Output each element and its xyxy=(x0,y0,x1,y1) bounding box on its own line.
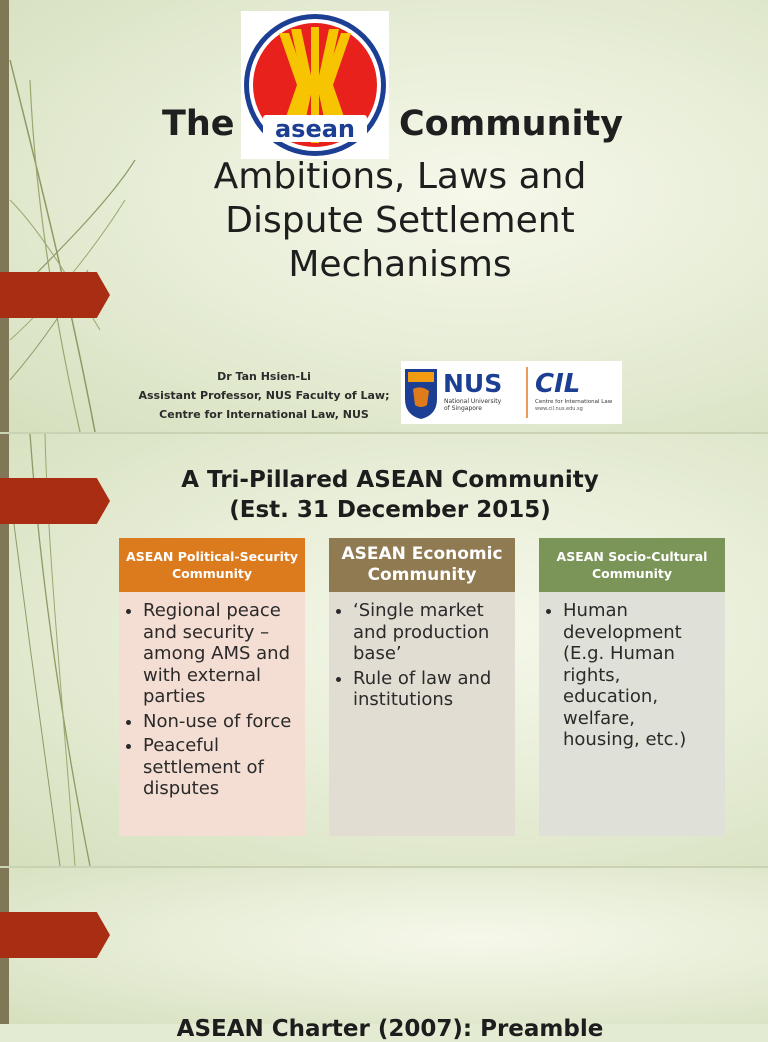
charter-slide xyxy=(0,868,768,1042)
subtitle-line: Dispute Settlement xyxy=(225,200,575,241)
pillars-slide xyxy=(0,434,768,866)
slide-title-line: (Est. 31 December 2015) xyxy=(229,497,551,523)
title-the: The xyxy=(162,104,235,144)
author-affiliation: Centre for International Law, NUS xyxy=(159,408,369,421)
nus-cil-logo xyxy=(401,361,622,424)
svg-text:www.cil.nus.edu.sg: www.cil.nus.edu.sg xyxy=(535,406,583,412)
pillar-heading: ASEAN Socio-Cultural Community xyxy=(539,538,725,592)
svg-text:National University: National University xyxy=(444,398,502,405)
pillar-card-socio-cultural xyxy=(539,538,725,836)
author-role: Assistant Professor, NUS Faculty of Law; xyxy=(138,389,390,402)
subtitle-line: Ambitions, Laws and xyxy=(213,156,587,197)
title-community: Community xyxy=(399,104,624,144)
pillar-item: • Regional peace and security – among AMS and with external parties xyxy=(143,600,297,708)
pillar-item: • Peaceful settlement of disputes xyxy=(143,735,297,800)
pillar-item: • Non-use of force xyxy=(143,711,297,733)
slide-title-line: A Tri-Pillared ASEAN Community xyxy=(181,467,599,493)
author-name: Dr Tan Hsien-Li xyxy=(217,370,311,383)
svg-text:of Singapore: of Singapore xyxy=(444,405,482,412)
pillar-card-economic xyxy=(329,538,515,836)
title-slide xyxy=(0,0,768,432)
author-block xyxy=(128,367,400,424)
pillar-heading: ASEAN Economic Community xyxy=(329,538,515,592)
pillar-item: • Human development (E.g. Human rights, education, welfare, housing, etc.) xyxy=(563,600,717,751)
pillar-body xyxy=(329,592,515,836)
arrow-marker xyxy=(0,912,110,958)
arrow-marker xyxy=(0,272,110,318)
asean-logo xyxy=(241,11,389,159)
pillar-item: • Rule of law and institutions xyxy=(353,668,507,711)
svg-text:NUS: NUS xyxy=(443,369,503,398)
partner-logos xyxy=(401,361,622,424)
subtitle-line: Mechanisms xyxy=(288,244,512,285)
slide-title xyxy=(150,465,630,525)
arrow-marker xyxy=(0,478,110,524)
pillar-item: • ‘Single market and production base’ xyxy=(353,600,507,665)
pillar-heading: ASEAN Political-Security Community xyxy=(119,538,305,592)
svg-text:Centre for International Law: Centre for International Law xyxy=(535,399,613,405)
pillar-body xyxy=(119,592,305,836)
slide-title: ASEAN Charter (2007): Preamble xyxy=(176,1016,604,1042)
subtitle xyxy=(150,155,650,287)
svg-text:asean: asean xyxy=(274,115,356,143)
pillar-body xyxy=(539,592,725,836)
pillar-card-political-security xyxy=(119,538,305,836)
svg-text:CIL: CIL xyxy=(535,369,581,399)
